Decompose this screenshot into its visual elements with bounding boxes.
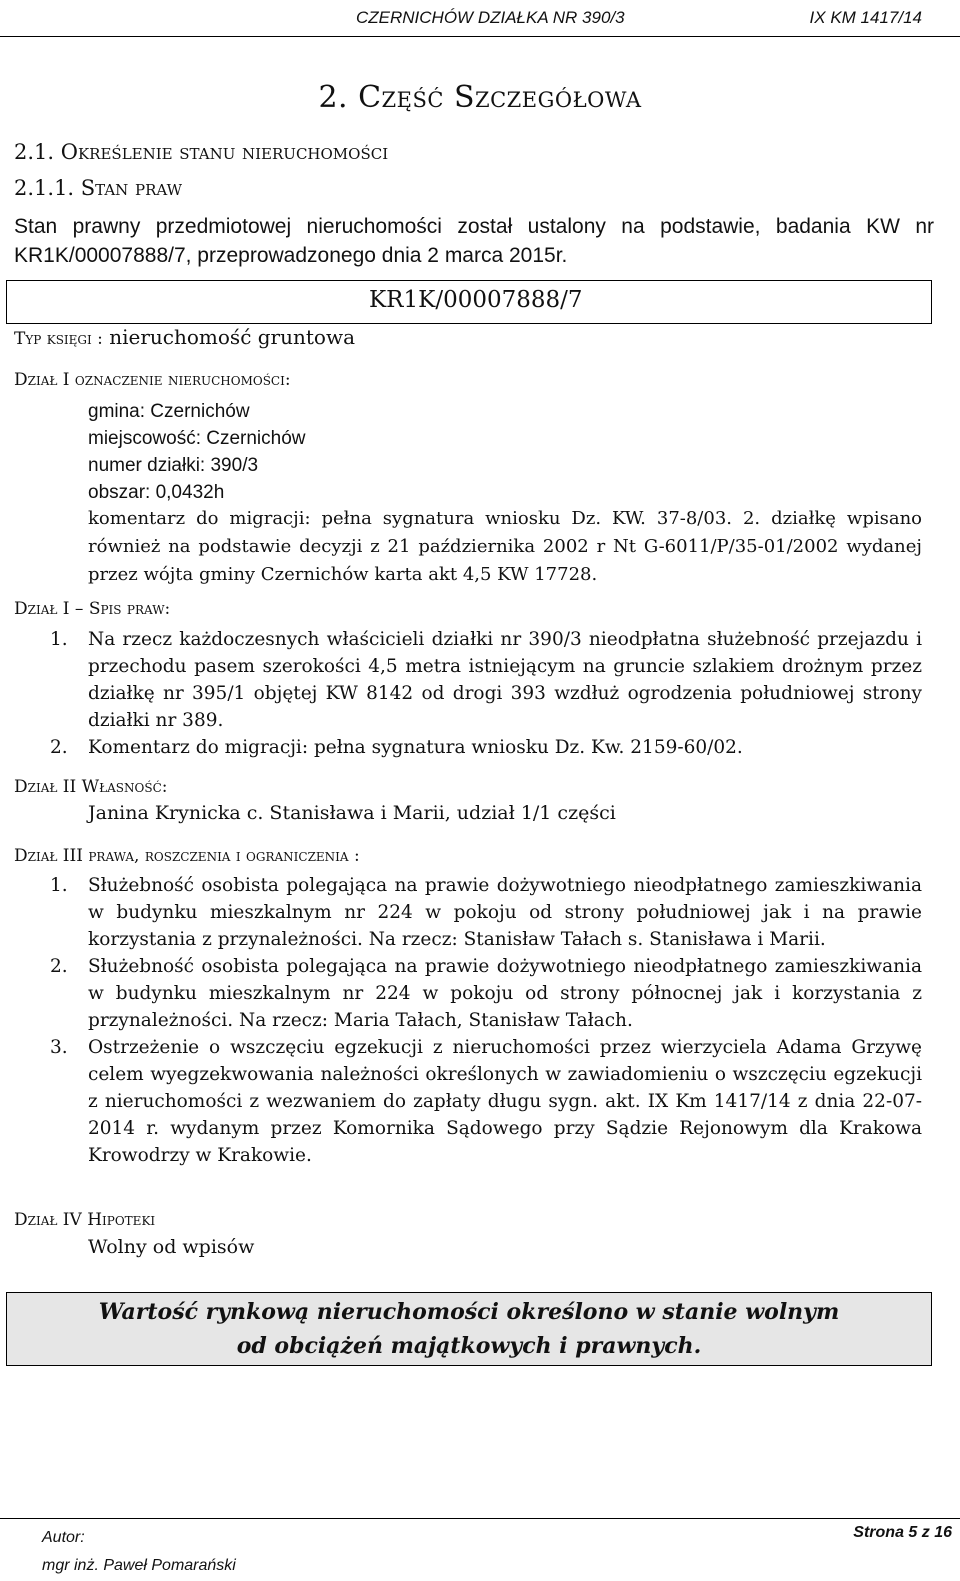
- subsection-heading: 2.1.1. Stan praw: [14, 176, 183, 200]
- author-label: Autor:: [42, 1529, 85, 1546]
- header-case-number: IX KM 1417/14: [809, 8, 922, 27]
- list-item: [50, 953, 922, 1034]
- header-title: CZERNICHÓW DZIAŁKA NR 390/3: [356, 8, 625, 27]
- list-number: 2.: [50, 737, 68, 758]
- list-number: 1.: [50, 875, 68, 896]
- list-text: Ostrzeżenie o wszczęciu egzekucji z nieruchomości przez wierzyciela Adama Grzywę celem wyegzekwowania należności określonych w zawiadomieniu o wszczęciu egzekucji z nieruchomości z wezwaniem do zapłaty długu sygn. akt. IX Km 1417/14 z dnia 22-07-2014 r. wydanym przez Komornika Sądowego przy Sądzie Rejonowym dla Krakowa Krowodrzy w Krakowie.: [88, 1037, 922, 1166]
- list-item: [50, 872, 922, 953]
- page-number: Strona 5 z 16: [853, 1524, 952, 1541]
- dzial-3-heading: Dział III prawa, roszczenia i ograniczenia :: [14, 846, 360, 866]
- page-header: [0, 6, 960, 37]
- list-item: [50, 1034, 922, 1169]
- dzial-1-spis-list: [50, 626, 922, 761]
- dzial-1-details: [88, 398, 918, 506]
- book-type-label: Typ księgi :: [14, 329, 103, 349]
- list-number: 2.: [50, 956, 68, 977]
- author-name: mgr inż. Paweł Pomarański: [42, 1557, 236, 1574]
- dzial-4-heading: Dział IV Hipoteki: [14, 1210, 156, 1230]
- list-number: 3.: [50, 1037, 68, 1058]
- list-text: Komentarz do migracji: pełna sygnatura wniosku Dz. Kw. 2159-60/02.: [88, 737, 743, 758]
- footer-divider: [0, 1518, 960, 1519]
- dzial-3-list: [50, 872, 922, 1169]
- value-statement-box: [6, 1292, 932, 1366]
- owner: Janina Krynicka c. Stanisława i Marii, udział 1/1 części: [88, 802, 616, 824]
- value-statement-line-2: od obciążeń majątkowych i prawnych.: [236, 1333, 702, 1359]
- dzial-2-heading: Dział II Własność:: [14, 777, 168, 797]
- dzial-1-heading: Dział I oznaczenie nieruchomości:: [14, 370, 291, 390]
- part-title: 2. Część Szczegółowa: [318, 80, 642, 115]
- book-type: [14, 325, 355, 349]
- dzial-1-spis-heading: Dział I – Spis praw:: [14, 599, 171, 619]
- list-text: Służebność osobista polegająca na prawie dożywotniego nieodpłatnego zamieszkiwania w budynku mieszkalnym nr 224 w pokoju od strony północnej jak i korzystania z przynależności. Na rzecz: Maria Tałach, Stanisław Tałach.: [88, 956, 922, 1031]
- footer-author: [42, 1524, 236, 1580]
- list-text: Na rzecz każdoczesnych właścicieli działki nr 390/3 nieodpłatna służebność przejazdu i przechodu pasem szerokości 4,5 metra istniejącym na gruncie szlakiem drożnym przez działkę nr 395/1 objętej KW 8142 od drogi 393 wzdłuż ogrodzenia południowej strony działki nr 389.: [88, 629, 922, 731]
- intro-paragraph: Stan prawny przedmiotowej nieruchomości został ustalony na podstawie, badania KW nr KR1K/00007888/7, przeprowadzonego dnia 2 marca 2015r.: [14, 215, 934, 267]
- book-type-value: nieruchomość gruntowa: [109, 325, 356, 349]
- list-item: [50, 734, 922, 761]
- dzial-4-value: Wolny od wpisów: [88, 1236, 255, 1258]
- kw-box: [6, 280, 932, 324]
- gmina: gmina: Czernichów: [88, 401, 250, 422]
- list-item: [50, 626, 922, 734]
- obszar: obszar: 0,0432h: [88, 482, 225, 503]
- list-number: 1.: [50, 629, 68, 650]
- section-heading: 2.1. Określenie stanu nieruchomości: [14, 140, 389, 164]
- miejscowosc: miejscowość: Czernichów: [88, 428, 306, 449]
- numer-dzialki: numer działki: 390/3: [88, 455, 259, 476]
- list-text: Służebność osobista polegająca na prawie dożywotniego nieodpłatnego zamieszkiwania w budynku mieszkalnym nr 224 w pokoju od strony południowej jak i na prawie korzystania z przynależności. Na rzecz: Stanisław Tałach s. Stanisława i Marii.: [88, 875, 922, 950]
- kw-number: KR1K/00007888/7: [369, 287, 583, 313]
- dzial-1-comment: komentarz do migracji: pełna sygnatura wniosku Dz. KW. 37-8/03. 2. działkę wpisano również na podstawie decyzji z 21 października 2002 r Nt G-6011/P/35-01/2002 wydanej przez wójta gminy Czernichów karta akt 4,5 KW 17728.: [88, 508, 922, 585]
- value-statement-line-1: Wartość rynkową nieruchomości określono w stanie wolnym: [98, 1299, 840, 1325]
